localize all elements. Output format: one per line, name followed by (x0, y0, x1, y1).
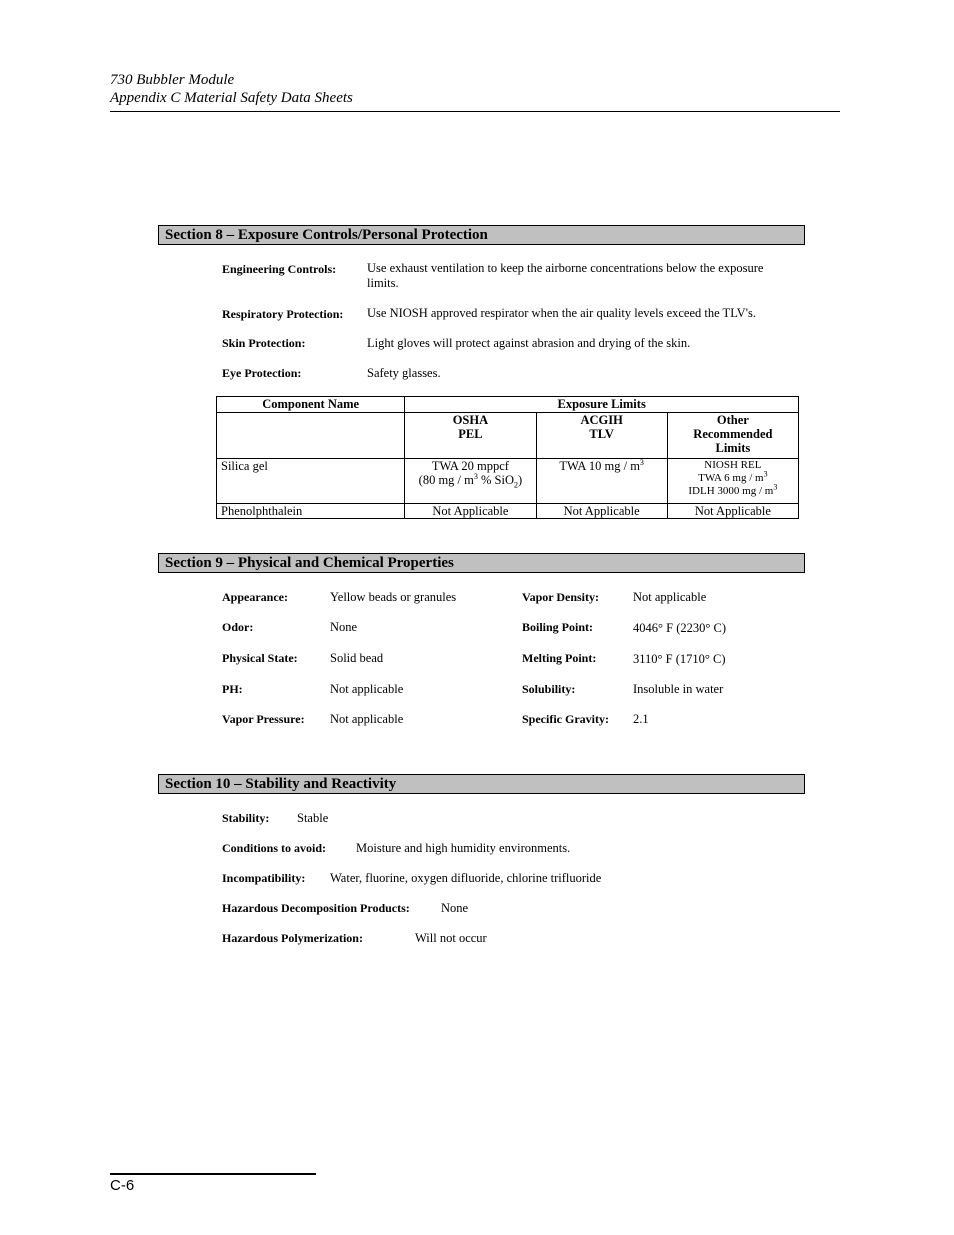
idlh-line (672, 482, 794, 498)
acgih-sup: 3 (639, 457, 644, 467)
hazardous-polymerization-value: Will not occur (415, 931, 487, 945)
idlh-text: IDLH 3000 mg / m (688, 485, 774, 497)
acgih-text: TWA 10 mg / m (559, 459, 640, 473)
acgih-header-line: ACGIH (580, 413, 623, 427)
hazardous-polymerization-label: Hazardous Polymerization: (222, 931, 363, 945)
section-9-title: Section 9 – Physical and Chemical Properties (158, 553, 805, 573)
osha-text-b: % SiO (477, 473, 514, 487)
silica-gel-other (667, 459, 798, 504)
physical-state-label: Physical State: (222, 651, 298, 665)
phenolphthalein-acgih: Not Applicable (536, 504, 667, 519)
twa-text: TWA 6 mg / m (698, 472, 764, 484)
osha-sup: 3 (473, 471, 478, 481)
section-10-title: Section 10 – Stability and Reactivity (158, 774, 805, 794)
vapor-density-label: Vapor Density: (522, 590, 600, 604)
vapor-pressure-value: Not applicable (330, 712, 404, 726)
vapor-pressure-label: Vapor Pressure: (222, 712, 305, 726)
specific-gravity-value: 2.1 (633, 712, 649, 726)
boiling-point-value: 4046° F (2230° C) (633, 621, 726, 635)
pel-header-line: PEL (458, 427, 483, 441)
eye-protection-label: Eye Protection: (222, 366, 302, 380)
osha-sub: 2 (514, 480, 518, 490)
appearance-label: Appearance: (222, 590, 288, 604)
respiratory-protection-value: Use NIOSH approved respirator when the air quality levels exceed the TLV's. (367, 306, 756, 320)
osha-text: (80 mg / m (418, 473, 474, 487)
other-limits-header (667, 413, 798, 459)
exposure-limits-header: Exposure Limits (405, 397, 799, 413)
skin-protection-label: Skin Protection: (222, 336, 306, 350)
engineering-controls-value: Use exhaust ventilation to keep the airborne concentrations below the exposure limits. (367, 261, 764, 290)
hazardous-decomposition-label: Hazardous Decomposition Products: (222, 901, 410, 915)
ph-label: PH: (222, 682, 243, 696)
table-row (217, 459, 799, 504)
odor-value: None (330, 620, 358, 634)
odor-label: Odor: (222, 620, 254, 634)
solubility-value: Insoluble in water (633, 682, 724, 696)
ph-value: Not applicable (330, 682, 404, 696)
physical-state-value: Solid bead (330, 651, 384, 665)
recommended-header-line: Recommended (693, 427, 773, 441)
header-rule (110, 111, 840, 112)
engineering-controls-label: Engineering Controls: (222, 262, 337, 276)
component-subheader-empty (217, 413, 405, 459)
conditions-to-avoid-value: Moisture and high humidity environments. (356, 841, 571, 855)
melting-point-value: 3110° F (1710° C) (633, 652, 726, 666)
running-header-title: 730 Bubbler Module (110, 72, 235, 88)
incompatibility-value: Water, fluorine, oxygen difluoride, chlorine trifluoride (330, 871, 602, 885)
silica-gel-osha (405, 459, 536, 504)
phenolphthalein-name: Phenolphthalein (217, 504, 405, 519)
component-name-header: Component Name (217, 397, 405, 413)
solubility-label: Solubility: (522, 682, 576, 696)
conditions-to-avoid-label: Conditions to avoid: (222, 841, 327, 855)
silica-gel-acgih (536, 459, 667, 504)
osha-text-c: ) (518, 473, 523, 487)
hazardous-decomposition-value: None (441, 901, 469, 915)
silica-osha-line2 (409, 471, 531, 490)
eye-protection-value: Safety glasses. (367, 366, 441, 380)
silica-osha-line1: TWA 20 mppcf (431, 459, 509, 473)
acgih-tlv-header (536, 413, 667, 459)
skin-protection-value: Light gloves will protect against abrasion and drying of the skin. (367, 336, 691, 350)
stability-value: Stable (297, 811, 329, 825)
running-header-subtitle: Appendix C Material Safety Data Sheets (110, 90, 353, 106)
section-8-title: Section 8 – Exposure Controls/Personal Protection (158, 225, 805, 245)
phenolphthalein-osha: Not Applicable (405, 504, 536, 519)
niosh-rel-line: NIOSH REL (704, 459, 762, 471)
tlv-header-line: TLV (589, 427, 614, 441)
exposure-limits-table (216, 396, 799, 519)
table-row (217, 504, 799, 519)
osha-pel-header (405, 413, 536, 459)
table-subheader-row (217, 413, 799, 459)
specific-gravity-label: Specific Gravity: (522, 712, 609, 726)
footer-rule (110, 1173, 316, 1175)
respiratory-protection-label: Respiratory Protection: (222, 307, 344, 321)
page-number: C-6 (110, 1177, 135, 1194)
vapor-density-value: Not applicable (633, 590, 707, 604)
stability-label: Stability: (222, 811, 270, 825)
silica-gel-name: Silica gel (217, 459, 405, 504)
incompatibility-label: Incompatibility: (222, 871, 306, 885)
phenolphthalein-other: Not Applicable (667, 504, 798, 519)
melting-point-label: Melting Point: (522, 651, 597, 665)
other-header-line: Other (716, 413, 749, 427)
osha-header-line: OSHA (452, 413, 489, 427)
idlh-sup: 3 (773, 482, 778, 492)
twa-sup: 3 (763, 469, 768, 479)
table-header-row (217, 397, 799, 413)
limits-header-line: Limits (715, 441, 751, 455)
appearance-value: Yellow beads or granules (330, 590, 457, 604)
boiling-point-label: Boiling Point: (522, 620, 594, 634)
